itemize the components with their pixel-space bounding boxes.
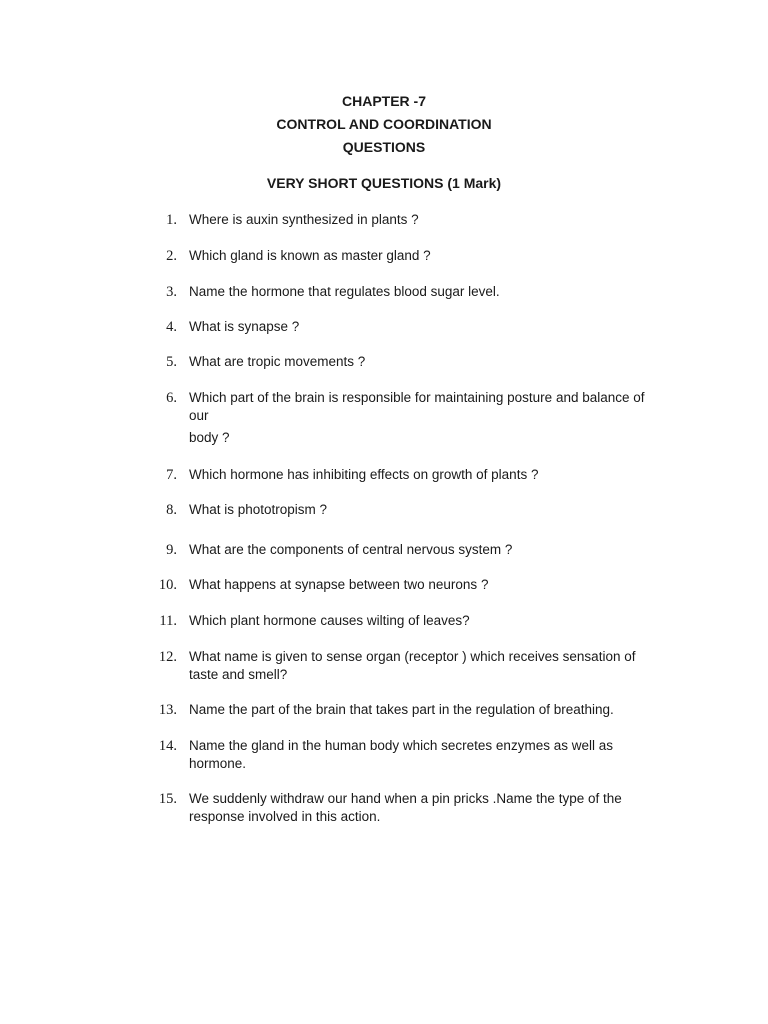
question-text bbox=[189, 648, 681, 684]
question-number: 9. bbox=[166, 542, 177, 558]
question-number: 2. bbox=[166, 248, 177, 264]
question-text bbox=[189, 318, 681, 336]
question-number: 15. bbox=[158, 791, 177, 807]
question-line: What are the components of central nervous system ? bbox=[189, 542, 513, 557]
question-text bbox=[189, 737, 681, 773]
question-text bbox=[189, 466, 681, 484]
question-text bbox=[189, 211, 681, 229]
question-text bbox=[189, 353, 681, 371]
question-line: Which plant hormone causes wilting of leaves? bbox=[189, 613, 470, 628]
question-text bbox=[189, 501, 681, 519]
question-text bbox=[189, 389, 681, 447]
question-text bbox=[189, 247, 681, 265]
question-number: 6. bbox=[166, 390, 177, 406]
chapter-title: CONTROL AND COORDINATION bbox=[276, 116, 492, 132]
question-line: Name the hormone that regulates blood sugar level. bbox=[189, 284, 500, 299]
question-text bbox=[189, 576, 681, 594]
question-number: 10. bbox=[158, 577, 177, 593]
question-line: our bbox=[189, 408, 209, 423]
question-text bbox=[189, 701, 681, 719]
question-number: 14. bbox=[158, 738, 177, 754]
question-line: Name the gland in the human body which secretes enzymes as well as bbox=[189, 738, 613, 753]
question-line: Which part of the brain is responsible for maintaining posture and balance of bbox=[189, 390, 645, 405]
question-number: 4. bbox=[166, 319, 177, 335]
question-line: response involved in this action. bbox=[189, 809, 381, 824]
question-text bbox=[189, 612, 681, 630]
question-number: 1. bbox=[166, 212, 177, 228]
chapter-number: CHAPTER -7 bbox=[341, 93, 426, 109]
question-line: taste and smell? bbox=[189, 667, 288, 682]
section-heading: VERY SHORT QUESTIONS (1 Mark) bbox=[266, 175, 502, 191]
question-number: 5. bbox=[166, 354, 177, 370]
question-number: 13. bbox=[158, 702, 177, 718]
question-number: 3. bbox=[166, 284, 177, 300]
question-line: What is synapse ? bbox=[189, 319, 300, 334]
question-text bbox=[189, 283, 681, 301]
question-line: Which gland is known as master gland ? bbox=[189, 248, 431, 263]
question-number: 12. bbox=[158, 649, 177, 665]
question-line: Which hormone has inhibiting effects on growth of plants ? bbox=[189, 467, 539, 482]
question-number: 11. bbox=[159, 613, 177, 629]
question-text bbox=[189, 790, 681, 826]
questions-heading: QUESTIONS bbox=[342, 139, 426, 155]
question-number: 8. bbox=[166, 502, 177, 518]
question-line: What name is given to sense organ (receptor ) which receives sensation of bbox=[189, 649, 636, 664]
question-line: Where is auxin synthesized in plants ? bbox=[189, 212, 419, 227]
question-line: What is phototropism ? bbox=[189, 502, 328, 517]
question-line: hormone. bbox=[189, 756, 247, 771]
question-line: We suddenly withdraw our hand when a pin pricks .Name the type of the bbox=[189, 791, 622, 806]
question-line: What are tropic movements ? bbox=[189, 354, 366, 369]
question-line: Name the part of the brain that takes part in the regulation of breathing. bbox=[189, 702, 614, 717]
question-number: 7. bbox=[166, 467, 177, 483]
question-line: body ? bbox=[189, 430, 230, 445]
question-text bbox=[189, 541, 681, 559]
question-line: What happens at synapse between two neurons ? bbox=[189, 577, 489, 592]
